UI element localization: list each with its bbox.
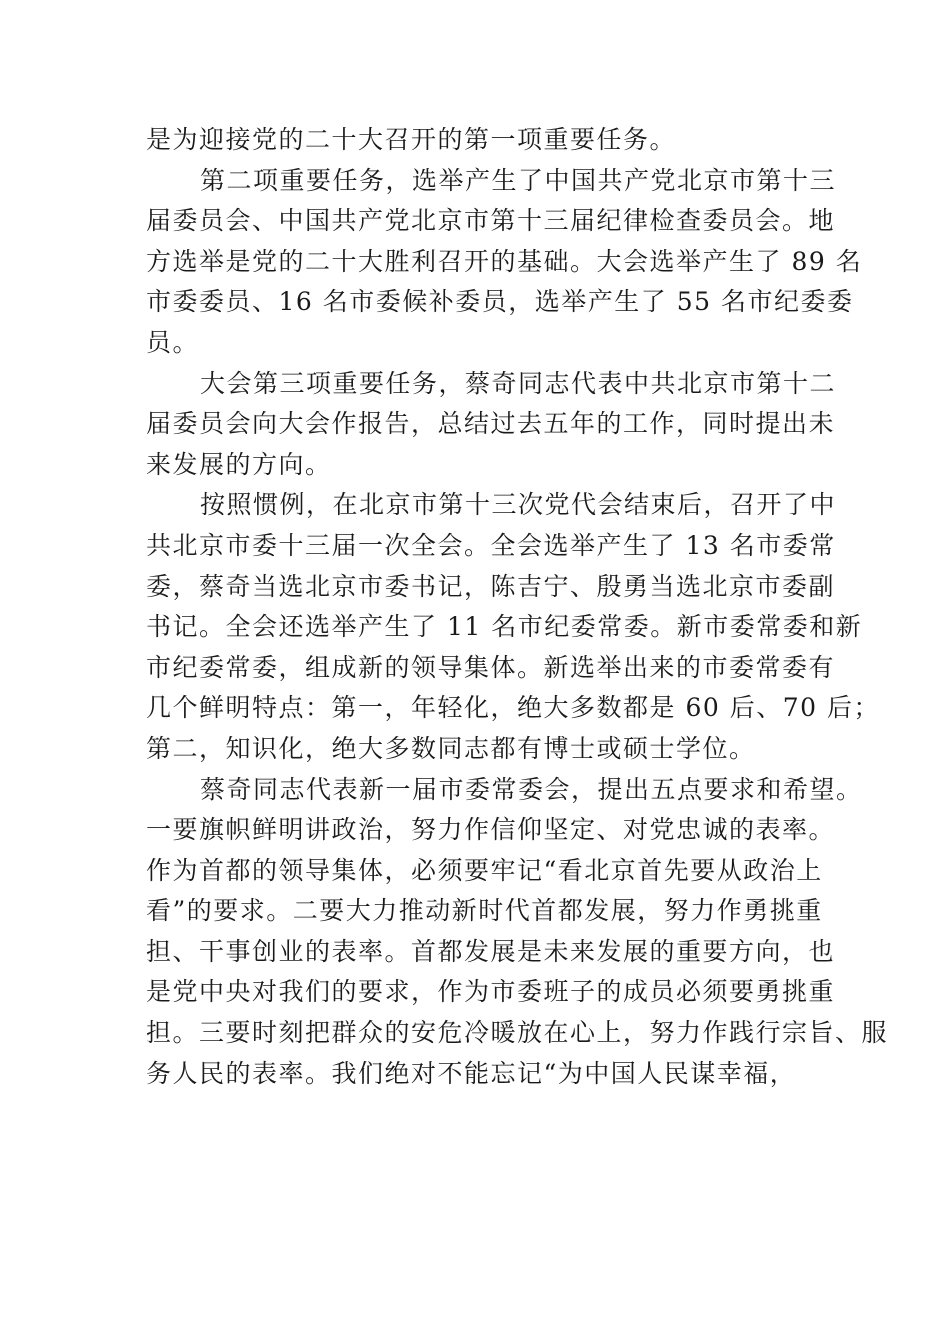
text-line: 委，蔡奇当选北京市委书记，陈吉宁、殷勇当选北京市委副 [146,571,836,601]
paragraph-start-line: 蔡奇同志代表新一届市委常委会，提出五点要求和希望。 [200,774,863,804]
text-line: 是党中央对我们的要求，作为市委班子的成员必须要勇挑重 [146,977,836,1007]
document-body [146,120,889,1094]
text-line: 书记。全会还选举产生了 11 名市纪委常委。新市委常委和新 [146,612,863,642]
text-line: 担。三要时刻把群众的安危冷暖放在心上，努力作践行宗旨、服 [146,1018,889,1048]
paragraph-start-line: 大会第三项重要任务，蔡奇同志代表中共北京市第十二 [200,368,837,398]
text-line: 共北京市委十三届一次全会。全会选举产生了 13 名市委常 [146,530,836,560]
text-line: 是为迎接党的二十大召开的第一项重要任务。 [146,125,677,154]
text-line: 看”的要求。二要大力推动新时代首都发展，努力作勇挑重 [146,896,823,926]
text-line: 市委委员、16 名市委候补委员，选举产生了 55 名市纪委委 [146,287,854,317]
paragraph-start-line: 第二项重要任务，选举产生了中国共产党北京市第十三 [200,165,837,195]
paragraph-start-line: 按照惯例，在北京市第十三次党代会结束后，召开了中 [200,490,837,520]
text-line: 担、干事创业的表率。首都发展是未来发展的重要方向，也 [146,936,836,966]
text-line: 几个鲜明特点：第一，年轻化，绝大多数都是 60 后、70 后； [146,693,880,723]
text-line: 届委员会向大会作报告，总结过去五年的工作，同时提出未 [146,409,836,439]
text-line: 届委员会、中国共产党北京市第十三届纪律检查委员会。地 [146,206,836,236]
text-line: 市纪委常委，组成新的领导集体。新选举出来的市委常委有 [146,652,836,682]
text-line: 一要旗帜鲜明讲政治，努力作信仰坚定、对党忠诚的表率。 [146,815,836,845]
text-line: 务人民的表率。我们绝对不能忘记“为中国人民谋幸福， [146,1058,797,1088]
text-line: 第二，知识化，绝大多数同志都有博士或硕士学位。 [146,733,756,763]
text-line: 作为首都的领导集体，必须要牢记“看北京首先要从政治上 [146,855,823,885]
text-line: 方选举是党的二十大胜利召开的基础。大会选举产生了 89 名 [146,246,863,276]
text-line: 员。 [146,327,200,357]
text-line: 来发展的方向。 [146,449,332,479]
